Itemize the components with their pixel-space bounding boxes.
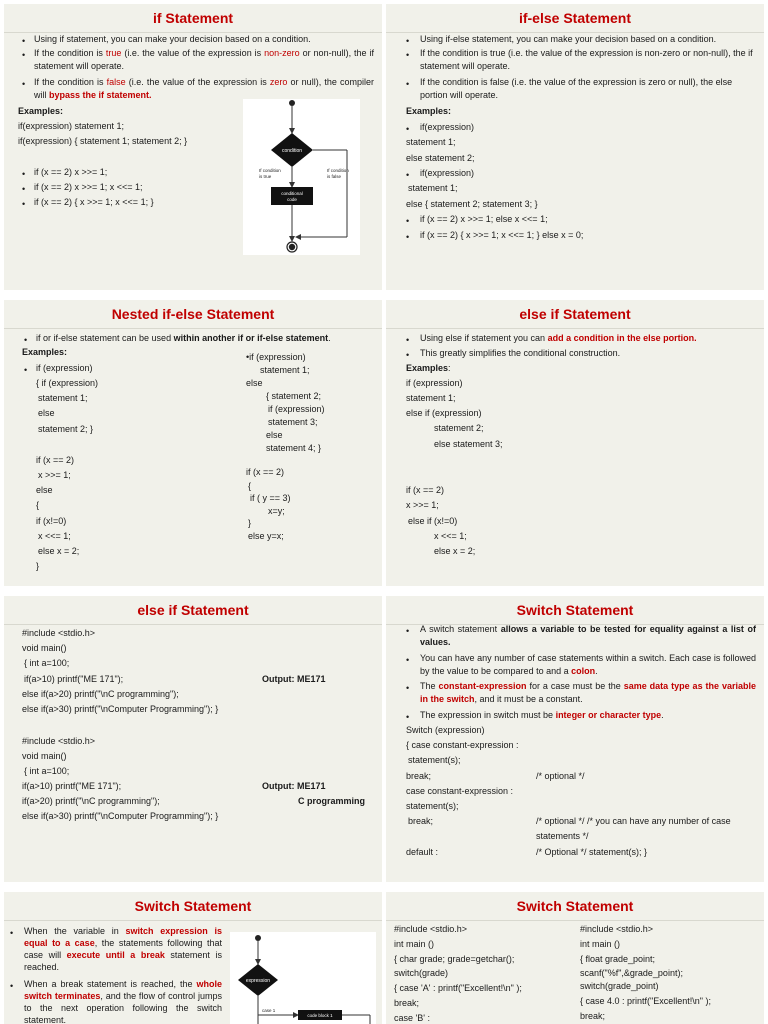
code-line: } [36,561,40,571]
code-line: default : [406,847,439,857]
code-line: if (x == 2) { x >>= 1; x <<= 1; } else x = 0; [420,230,584,240]
code-line: statement 1; [408,183,458,193]
code-line: x <<= 1; [38,531,71,541]
bullet: • [406,50,410,60]
bullet-text: If the condition is true (i.e. the value of the expression is non-zero or non-null), the if statement will operate. [34,48,374,71]
code-line: { case constant-expression : [406,740,519,750]
code-line: else x = 2; [434,546,476,556]
bullet: • [406,712,410,722]
code-line: x >>= 1; [406,500,439,510]
examples-label: Examples: [406,106,452,116]
condition-label: condition [281,148,303,154]
code-line: int main () [580,939,621,949]
code-line: Switch (expression) [406,725,485,735]
slide-else-if-statement [386,300,764,586]
code-line: #include <stdio.h> [22,628,96,638]
slide-switch-statement [386,596,764,882]
bullet-text: The expression in switch must be integer or character type. [420,710,664,720]
code-line: else [246,378,263,388]
code-line: else if (x!=0) [408,516,458,526]
code-line: else if(a>20) printf("\nC programming"); [22,689,179,699]
code-line: { float grade_point; [580,954,656,964]
code-line: if (expression) [406,378,463,388]
slide-title: Nested if-else Statement [4,306,382,322]
bullet: • [22,184,26,194]
code-line: statement 1; [406,137,456,147]
code-line: else if(a>30) printf("\nComputer Programming"); } [22,704,219,714]
code-line: if (expression) [36,363,93,373]
code-line: scanf("%f",&grade_point); [580,968,683,978]
examples-label: Examples: [406,363,451,373]
code-line: break; [394,998,420,1008]
bullet-text: A switch statement allows a variable to be tested for equality against a list of values. [420,624,756,647]
code-line: #include <stdio.h> [394,924,468,934]
bullet: • [22,50,26,60]
bullet-text: If the condition is false (i.e. the value of the expression is zero or null), the compiler will bypass the if statement. [34,77,374,100]
code-line: statement(s); [406,801,459,811]
slide-if-else-statement [386,4,764,290]
bullet-text: Using else if statement you can add a condition in the else portion. [420,333,697,343]
code-line: if (x == 2) x >>= 1; x <<= 1; [34,182,143,192]
code-line: if (x == 2) [36,455,75,465]
slide-title: else if Statement [386,306,764,322]
code-line: break; [406,771,432,781]
code-line: if(a>20) printf("\nC programming"); [22,796,160,806]
code-line: else [36,485,53,495]
code-line: else { statement 2; statement 3; } [406,199,538,209]
slide-title: Switch Statement [4,898,382,914]
switch-flowchart [230,932,376,1024]
bullet-text: if or if-else statement can be used within another if or if-else statement. [36,333,331,343]
code-line: switch(grade_point) [580,981,659,991]
svg-text:code: code [287,197,297,202]
code-comment: /* optional */ [536,771,585,781]
bullet: • [22,199,26,209]
bullet-text: Using if statement, you can make your decision based on a condition. [34,34,311,44]
code-comment: statements */ [536,831,589,841]
code-line: case 'B' : [394,1013,430,1023]
code-line: int main () [394,939,435,949]
code-line: if(a>10) printf("ME 171"); [22,781,122,791]
code-line: x=y; [268,506,285,516]
bullet-text: When a break statement is reached, the whole switch terminates, and the flow of control jumps to the next operation following the switch statement. [24,979,222,1024]
slide-title: if Statement [4,10,382,26]
code-comment: /* optional */ /* you can have any number of case [536,816,731,826]
code-line: else statement 2; [406,153,475,163]
code-line: { case 4.0 : printf("Excellent!\n" ); [580,996,711,1006]
code-line: if(expression) { statement 1; statement 2; } [18,136,188,146]
code-line: #include <stdio.h> [22,736,96,746]
code-line: else y=x; [248,531,284,541]
examples-label: Examples: [22,347,68,357]
output-label: C programming [298,796,366,806]
bullet: • [22,36,26,46]
code-line: { int a=100; [24,766,70,776]
code-line: break; [408,816,434,826]
bullet: • [406,626,410,636]
code-comment: /* Optional */ statement(s); } [536,847,648,857]
code-line: else [266,430,283,440]
bullet-text: You can have any number of case statements within a switch. Each case is followed by the value to be compared to and a colon. [420,653,756,676]
code-line: switch(grade) [394,968,449,978]
code-line: #include <stdio.h> [580,924,654,934]
slide-switch-flow [4,892,382,1024]
code-line: { [248,481,252,491]
bullet-text: If the condition is false (i.e. the value of the expression is zero or null), the else portion will operate. [420,77,733,100]
svg-text:If condition: If condition [259,168,281,173]
slide-title: else if Statement [4,602,382,618]
code-line: { [36,500,40,510]
code-line: if (x == 2) x >>= 1; [34,167,108,177]
code-line: case constant-expression : [406,786,514,796]
bullet: • [406,79,410,89]
bullet: • [406,124,410,134]
code-line: if(expression) [420,168,475,178]
bullet-text: Using if-else statement, you can make your decision based on a condition. [420,34,717,44]
code-line: else if (expression) [406,408,482,418]
bullet: • [406,655,410,665]
code-line: statement 4; } [266,443,322,453]
code-line: { int a=100; [24,658,70,668]
code-line: if (expression) [268,404,325,414]
output-label: Output: ME171 [262,674,326,684]
bullet: • [10,928,14,938]
slide-title: Switch Statement [386,898,764,914]
code-line: { statement 2; [266,391,322,401]
bullet: • [10,981,14,991]
bullet: • [406,350,410,360]
code-line: if (x == 2) x >>= 1; else x <<= 1; [420,214,548,224]
svg-text:conditional: conditional [281,191,303,196]
code-line: statement 3; [268,417,318,427]
code-line: { case 'A' : printf("Excellent!\n" ); [394,983,522,993]
code-line: statement 1; [38,393,88,403]
svg-text:is true: is true [259,174,272,179]
code-line: if(expression) statement 1; [18,121,125,131]
code-line: statement 2; [434,423,484,433]
bullet: • [24,365,28,375]
code-line: statement 1; [260,365,310,375]
code-line: x <<= 1; [434,531,467,541]
bullet: • [406,335,410,345]
bullet-text: If the condition is true (i.e. the value of the expression is non-zero or non-null), the if statement will operate. [420,48,753,71]
code-line: if(expression) [420,122,475,132]
svg-text:is false: is false [327,174,342,179]
svg-text:code block 1: code block 1 [307,1013,333,1018]
code-line: statement 1; [406,393,456,403]
code-line: else x = 2; [38,546,80,556]
code-line: •if (expression) [246,352,306,362]
slide-if-statement [4,4,382,290]
slide-nested-if-else [4,300,382,586]
code-line: else if(a>30) printf("\nComputer Programming"); } [22,811,219,821]
slide-title: Switch Statement [386,602,764,618]
code-line: if(a>10) printf("ME 171"); [24,674,124,684]
bullet-text: The constant-expression for a case must be the same data type as the variable in the switch, and it must be a constant. [420,681,756,704]
bullet: • [24,335,28,345]
code-line: statement(s); [408,755,461,765]
bullet: • [22,79,26,89]
expression-label: expression [245,978,271,984]
slide-title: if-else Statement [386,10,764,26]
code-line: statement 2; } [38,424,94,434]
code-line: else statement 3; [434,439,503,449]
code-line: break; [580,1011,606,1021]
code-line: { char grade; grade=getchar(); [394,954,515,964]
svg-text:case 1: case 1 [262,1008,276,1013]
slide-switch-code [386,892,764,1024]
code-line: else [38,408,55,418]
code-line: if ( y == 3) [250,493,291,503]
if-flowchart [243,99,360,255]
code-line: void main() [22,643,67,653]
bullet: • [406,216,410,226]
code-line: if (x!=0) [36,516,67,526]
examples-label: Examples: [18,106,64,116]
code-line: { if (expression) [36,378,99,388]
code-line: void main() [22,751,67,761]
bullet: • [406,683,410,693]
bullet: • [22,169,26,179]
slide-else-if-programs [4,596,382,882]
bullet: • [406,36,410,46]
code-line: } [248,518,252,528]
code-line: if (x == 2) { x >>= 1; x <<= 1; } [34,197,154,207]
svg-text:If condition: If condition [327,168,349,173]
code-line: x >>= 1; [38,470,71,480]
code-line: if (x == 2) [246,467,285,477]
bullet-text: When the variable in switch expression is equal to a case, the statements following that case will execute until a break statement is reached. [24,926,222,972]
bullet: • [406,170,410,180]
bullet-text: This greatly simplifies the conditional construction. [420,348,621,358]
code-line: if (x == 2) [406,485,445,495]
bullet: • [406,232,410,242]
output-label: Output: ME171 [262,781,326,791]
